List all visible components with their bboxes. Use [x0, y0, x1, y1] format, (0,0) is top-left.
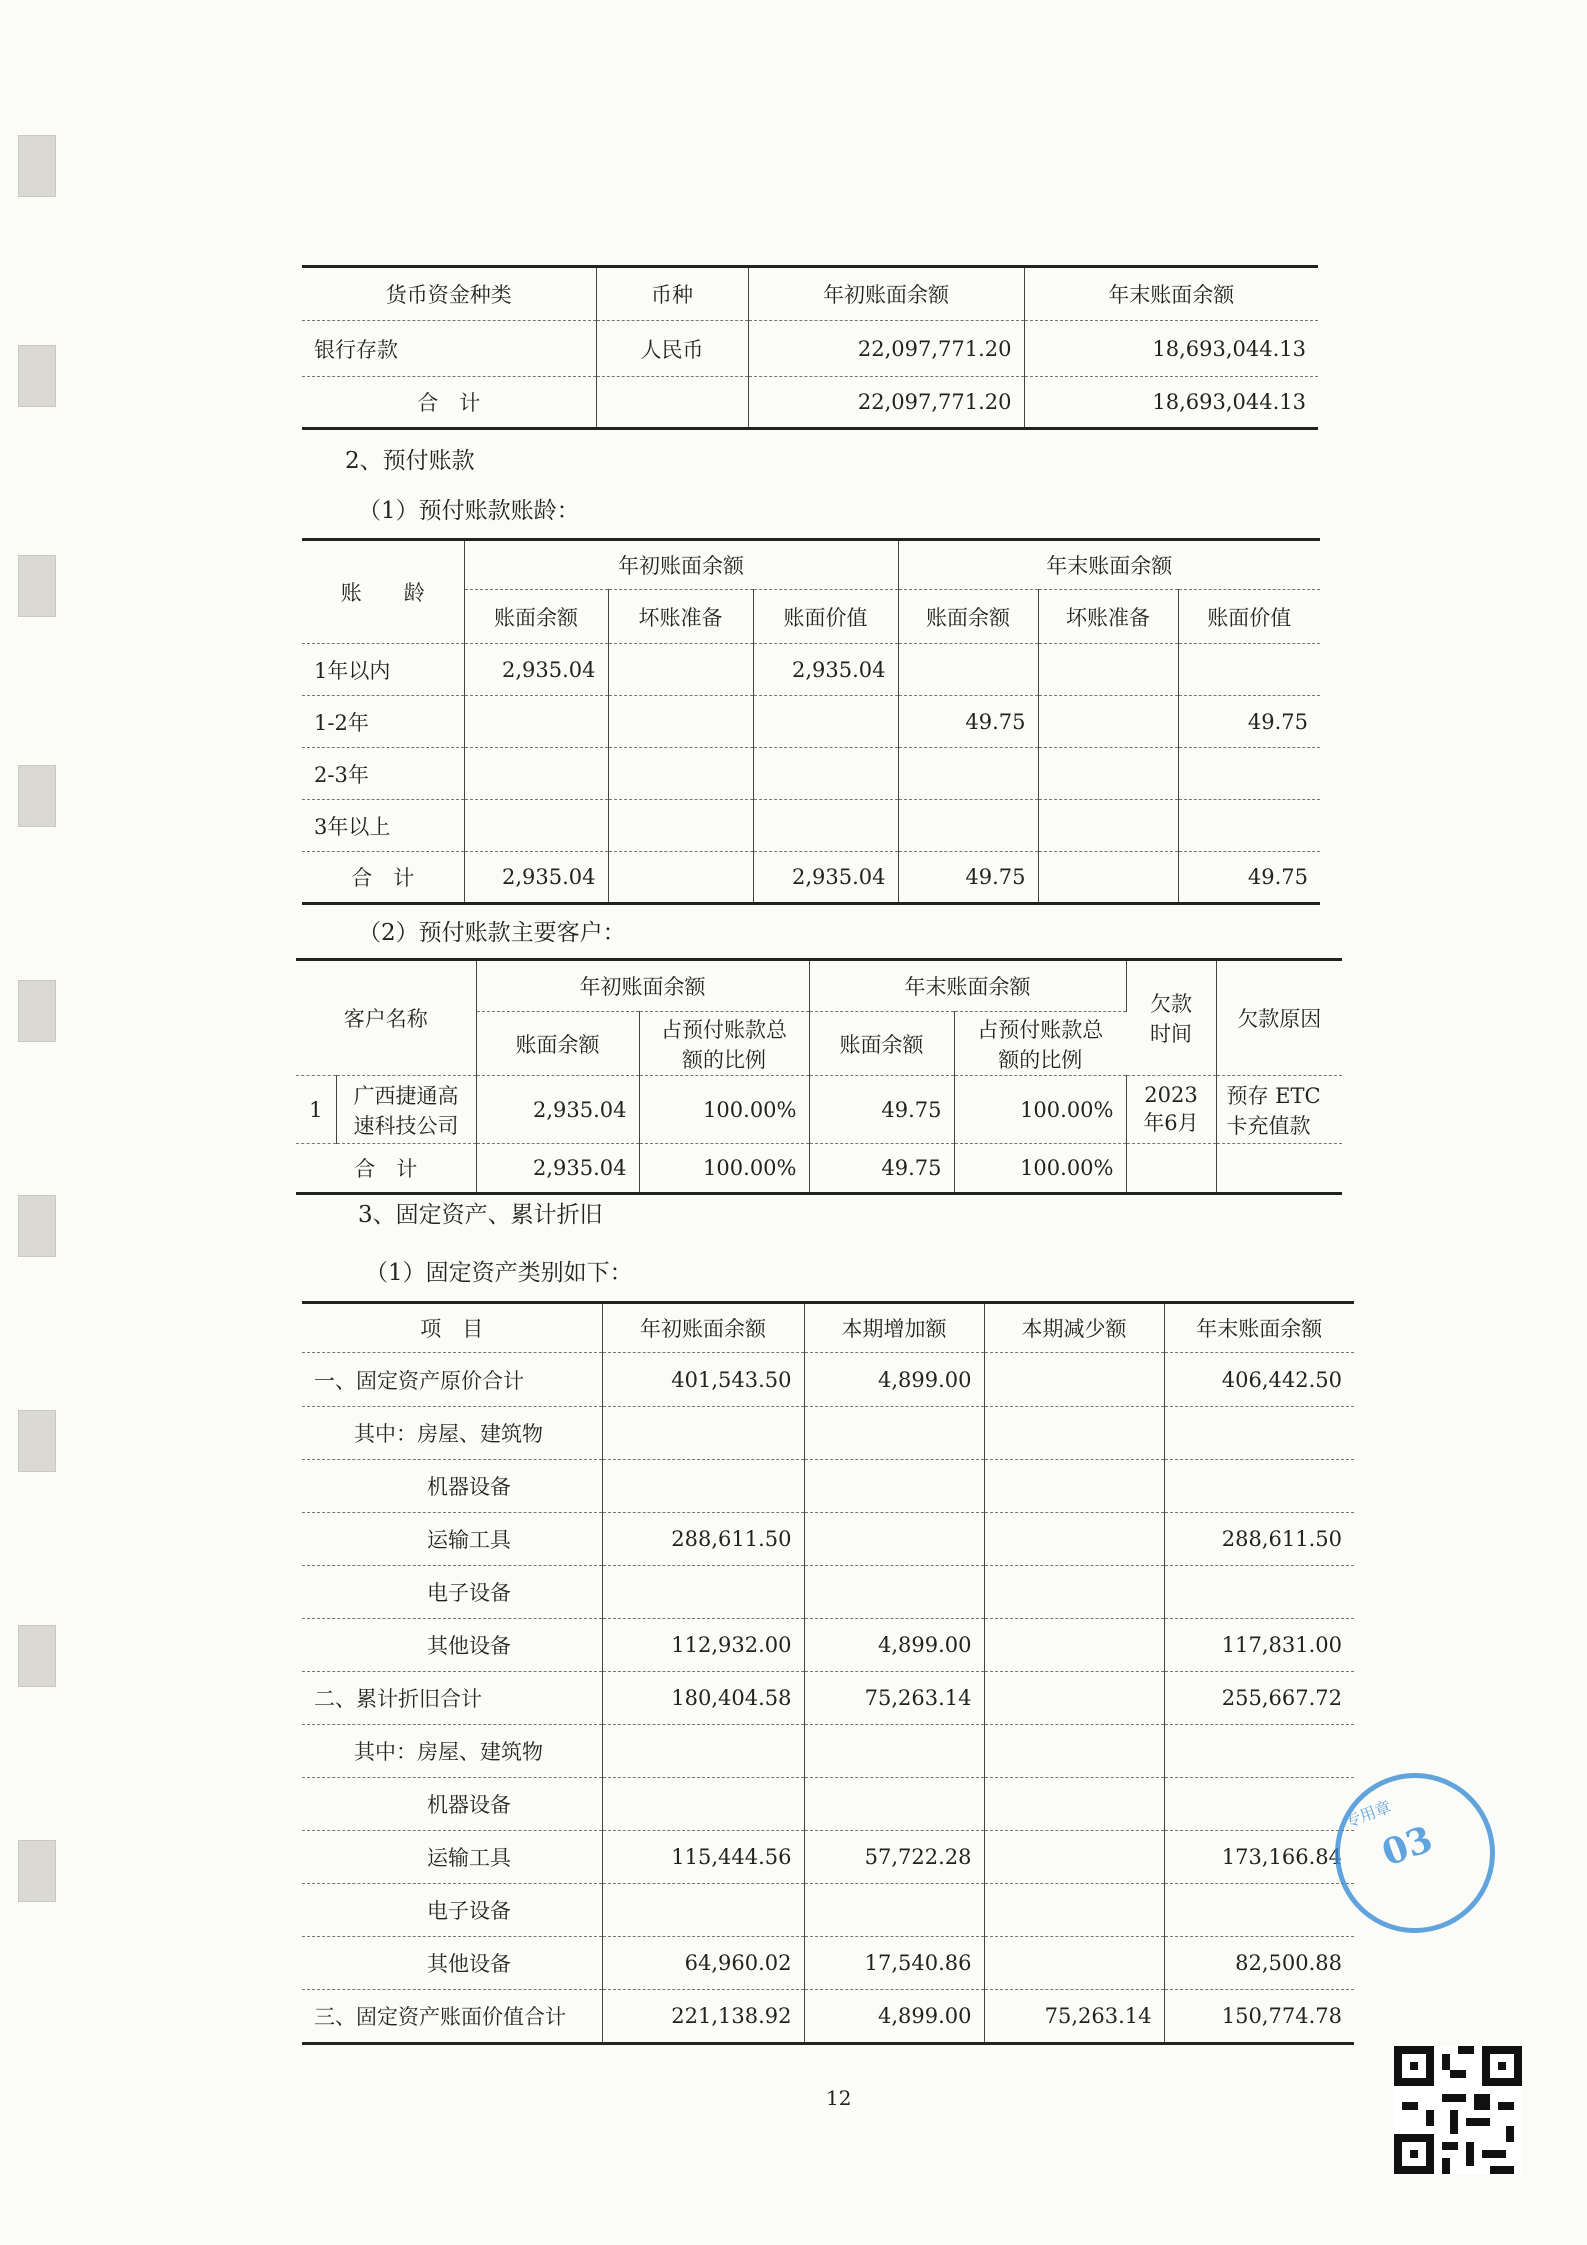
cell: 401,543.50: [602, 1353, 804, 1407]
cell-reason: 预存 ETC 卡充值款: [1216, 1076, 1342, 1144]
cell-end: 18,693,044.13: [1024, 377, 1318, 429]
cell: [804, 1566, 984, 1619]
cell: [984, 1460, 1164, 1513]
cell-total-label: 合 计: [296, 1144, 476, 1194]
cell: [1164, 1566, 1354, 1619]
cell: [1178, 800, 1320, 852]
cell: [464, 800, 608, 852]
table-row: [296, 1076, 1342, 1144]
cell: 2,935.04: [753, 852, 898, 904]
cell: 2,935.04: [476, 1076, 639, 1144]
cell: 64,960.02: [602, 1937, 804, 1990]
cell: [1178, 748, 1320, 800]
table-row: [302, 1566, 1354, 1619]
cell: [608, 696, 753, 748]
cell: [984, 1513, 1164, 1566]
cell: [602, 1407, 804, 1460]
cell: 2,935.04: [476, 1144, 639, 1194]
cell: [898, 748, 1038, 800]
sub-header: 账面余额: [898, 590, 1038, 644]
cell: [464, 696, 608, 748]
cell: [753, 800, 898, 852]
aging-table: [302, 538, 1320, 905]
cell: [984, 1566, 1164, 1619]
cell: 288,611.50: [602, 1513, 804, 1566]
cell: [804, 1513, 984, 1566]
cell: [1164, 1884, 1354, 1937]
section-3-title: 3、固定资产、累计折旧: [358, 1202, 603, 1228]
section-2-sub2: （2）预付账款主要客户：: [358, 920, 626, 946]
customer-name-header: 客户名称: [296, 960, 476, 1076]
cell: [984, 1672, 1164, 1725]
section-2-title: 2、预付账款: [345, 448, 475, 474]
cell: 4,899.00: [804, 1619, 984, 1672]
cell: [602, 1884, 804, 1937]
table-row: [302, 1831, 1354, 1884]
cell: [608, 800, 753, 852]
cell: 49.75: [1178, 696, 1320, 748]
cell: [898, 644, 1038, 696]
cell-customer: 广西捷通高速科技公司: [336, 1076, 476, 1144]
group-header-begin: 年初账面余额: [464, 540, 898, 590]
cell: [608, 748, 753, 800]
col-header: 货币资金种类: [302, 267, 596, 321]
col-header: 年初账面余额: [748, 267, 1024, 321]
customer-table: [296, 958, 1342, 1195]
sub-header: 坏账准备: [1038, 590, 1178, 644]
cell: [984, 1831, 1164, 1884]
cell-time: 2023年6月: [1126, 1076, 1216, 1144]
cell: [602, 1725, 804, 1778]
table-row: [302, 1884, 1354, 1937]
cell-currency: 人民币: [596, 321, 748, 377]
cell: 49.75: [898, 852, 1038, 904]
cell-currency: [596, 377, 748, 429]
cell: [984, 1884, 1164, 1937]
cell: 75,263.14: [984, 1990, 1164, 2044]
cell: [602, 1460, 804, 1513]
table-row: [302, 1513, 1354, 1566]
cell: [753, 696, 898, 748]
table-row: [302, 1990, 1354, 2044]
sub-header: 账面价值: [1178, 590, 1320, 644]
cell: 49.75: [1178, 852, 1320, 904]
cell: [1038, 748, 1178, 800]
cell: 115,444.56: [602, 1831, 804, 1884]
sub-header: 账面价值: [753, 590, 898, 644]
cell-age: 2-3年: [302, 748, 464, 800]
cell: 75,263.14: [804, 1672, 984, 1725]
cell: [464, 748, 608, 800]
stamp-number: 03: [1376, 1817, 1439, 1875]
age-header: 账 龄: [302, 540, 464, 644]
cell: 221,138.92: [602, 1990, 804, 2044]
cell: [898, 800, 1038, 852]
table-row: [302, 1778, 1354, 1831]
table-row: [302, 748, 1320, 800]
asset-table: [302, 1301, 1354, 2045]
cell: [1038, 852, 1178, 904]
cell: 288,611.50: [1164, 1513, 1354, 1566]
time-header: 欠款时间: [1126, 960, 1216, 1076]
sub-header: 坏账准备: [608, 590, 753, 644]
col-header: 年末账面余额: [1164, 1303, 1354, 1353]
cell-type: 银行存款: [302, 321, 596, 377]
cell-item: 其中：房屋、建筑物: [302, 1725, 602, 1778]
table-row: [302, 377, 1318, 429]
reason-header: 欠款原因: [1216, 960, 1342, 1076]
table-row: [302, 1937, 1354, 1990]
cell-type: 合 计: [302, 377, 596, 429]
cell: [804, 1407, 984, 1460]
cell: [804, 1725, 984, 1778]
cell: [804, 1778, 984, 1831]
cell: 100.00%: [639, 1144, 809, 1194]
binding-holes: [12, 0, 72, 2245]
table-row: [302, 1672, 1354, 1725]
cell: [1164, 1778, 1354, 1831]
cell: [1164, 1725, 1354, 1778]
cell: [984, 1353, 1164, 1407]
cell-age: 合 计: [302, 852, 464, 904]
cell: [602, 1778, 804, 1831]
cell-begin: 22,097,771.20: [748, 321, 1024, 377]
cell: [1038, 696, 1178, 748]
cell: [1178, 644, 1320, 696]
col-header: 本期增加额: [804, 1303, 984, 1353]
cell: 117,831.00: [1164, 1619, 1354, 1672]
cell-item: 其中：房屋、建筑物: [302, 1407, 602, 1460]
table-row: [302, 1725, 1354, 1778]
cell: 100.00%: [954, 1076, 1126, 1144]
cell: [1038, 800, 1178, 852]
table-row: [302, 1407, 1354, 1460]
cell-item: 电子设备: [302, 1566, 602, 1619]
cell-item: 运输工具: [302, 1513, 602, 1566]
cell: [984, 1407, 1164, 1460]
cell: [984, 1937, 1164, 1990]
cell: 17,540.86: [804, 1937, 984, 1990]
group-header-end: 年末账面余额: [898, 540, 1320, 590]
table-row: [296, 1144, 1342, 1194]
cell: 112,932.00: [602, 1619, 804, 1672]
cell: 173,166.84: [1164, 1831, 1354, 1884]
sub-header: 占预付账款总额的比例: [639, 1012, 809, 1076]
table-row: [302, 321, 1318, 377]
table-row: [302, 644, 1320, 696]
cell: 49.75: [898, 696, 1038, 748]
cell: [984, 1725, 1164, 1778]
group-header-end: 年末账面余额: [809, 960, 1126, 1012]
section-2-sub1: （1）预付账款账龄：: [358, 498, 580, 524]
table-row: [302, 852, 1320, 904]
cell: 180,404.58: [602, 1672, 804, 1725]
cell: 82,500.88: [1164, 1937, 1354, 1990]
cell: 57,722.28: [804, 1831, 984, 1884]
cell: [804, 1460, 984, 1513]
cell: 4,899.00: [804, 1353, 984, 1407]
cell-item: 三、固定资产账面价值合计: [302, 1990, 602, 2044]
table-row: [302, 800, 1320, 852]
cell: 150,774.78: [1164, 1990, 1354, 2044]
table-row: [302, 1619, 1354, 1672]
sub-header: 账面余额: [809, 1012, 954, 1076]
col-header: 项 目: [302, 1303, 602, 1353]
table-row: [302, 1460, 1354, 1513]
cell-no: 1: [296, 1076, 336, 1144]
group-header-begin: 年初账面余额: [476, 960, 809, 1012]
cell-item: 电子设备: [302, 1884, 602, 1937]
cell-item: 二、累计折旧合计: [302, 1672, 602, 1725]
cell: [804, 1884, 984, 1937]
cell-age: 1年以内: [302, 644, 464, 696]
cell-age: 3年以上: [302, 800, 464, 852]
cell: 4,899.00: [804, 1990, 984, 2044]
cell: 2,935.04: [464, 644, 608, 696]
cell-item: 其他设备: [302, 1619, 602, 1672]
cell: 255,667.72: [1164, 1672, 1354, 1725]
cell: 2,935.04: [464, 852, 608, 904]
page-number: 12: [826, 2086, 852, 2110]
cell: [1164, 1460, 1354, 1513]
cell: [602, 1566, 804, 1619]
cell: 406,442.50: [1164, 1353, 1354, 1407]
cell-item: 运输工具: [302, 1831, 602, 1884]
col-header: 本期减少额: [984, 1303, 1164, 1353]
col-header: 年末账面余额: [1024, 267, 1318, 321]
cell-begin: 22,097,771.20: [748, 377, 1024, 429]
cell: [1164, 1407, 1354, 1460]
qr-code-icon: [1394, 2046, 1522, 2174]
table-row: [302, 696, 1320, 748]
sub-header: 账面余额: [476, 1012, 639, 1076]
cell: [608, 644, 753, 696]
cell: 2,935.04: [753, 644, 898, 696]
cell: [984, 1778, 1164, 1831]
sub-header: 账面余额: [464, 590, 608, 644]
cell: [608, 852, 753, 904]
cash-table: [302, 265, 1318, 430]
section-3-sub1: （1）固定资产类别如下：: [365, 1260, 633, 1286]
sub-header: 占预付账款总额的比例: [954, 1012, 1126, 1076]
cell-item: 一、固定资产原价合计: [302, 1353, 602, 1407]
cell: 100.00%: [639, 1076, 809, 1144]
table-row: [302, 1353, 1354, 1407]
stamp-text: 专用章: [1342, 1797, 1394, 1832]
cell-end: 18,693,044.13: [1024, 321, 1318, 377]
cell-item: 机器设备: [302, 1778, 602, 1831]
cell: [753, 748, 898, 800]
cell: 49.75: [809, 1144, 954, 1194]
cell: 49.75: [809, 1076, 954, 1144]
cell-item: 其他设备: [302, 1937, 602, 1990]
cell: [984, 1619, 1164, 1672]
col-header: 年初账面余额: [602, 1303, 804, 1353]
cell: [1038, 644, 1178, 696]
cell-age: 1-2年: [302, 696, 464, 748]
cell: 100.00%: [954, 1144, 1126, 1194]
col-header: 币种: [596, 267, 748, 321]
cell-item: 机器设备: [302, 1460, 602, 1513]
